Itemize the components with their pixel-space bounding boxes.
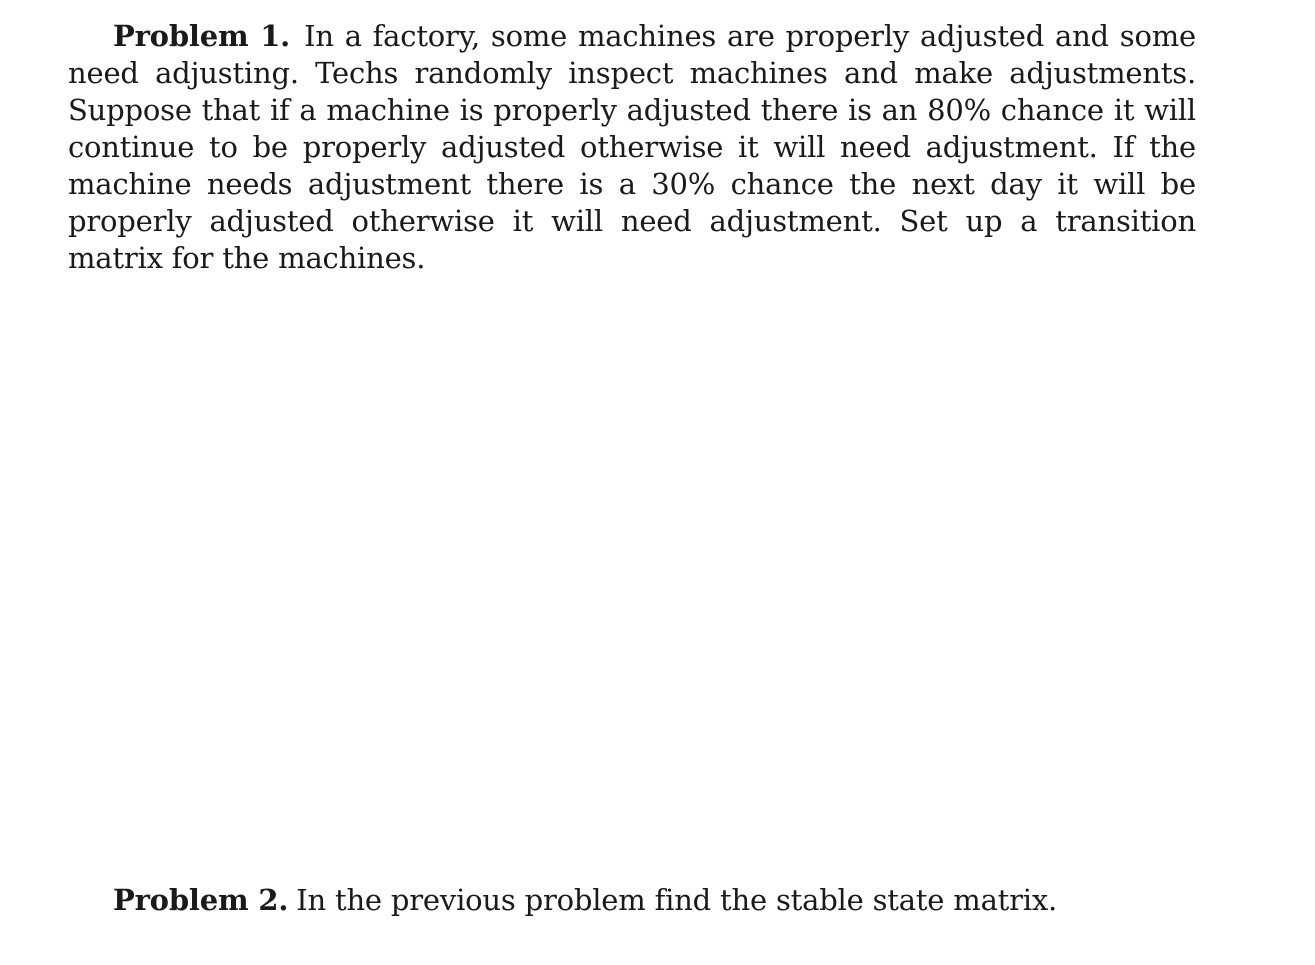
problem-2-label: Problem 2. bbox=[113, 883, 289, 917]
problem-2-text: In the previous problem find the stable state matrix. bbox=[296, 883, 1058, 917]
problem-1-text: In a factory, some machines are properly adjusted and some need adjusting. Techs randomly inspect machines and make adjustments. Suppose that if a machine is properly adjusted there is an 80% chance it will continue to be properly adjusted otherwise it will need adjustment. If the machine needs adjustment there is a 30% chance the next day it will be properly adjusted otherwise it will need adjustment. Set up a transition matrix for the machines. bbox=[68, 19, 1196, 275]
problem-2 bbox=[113, 882, 1213, 919]
problem-1-label: Problem 1. bbox=[113, 19, 291, 53]
problem-1 bbox=[68, 18, 1196, 277]
